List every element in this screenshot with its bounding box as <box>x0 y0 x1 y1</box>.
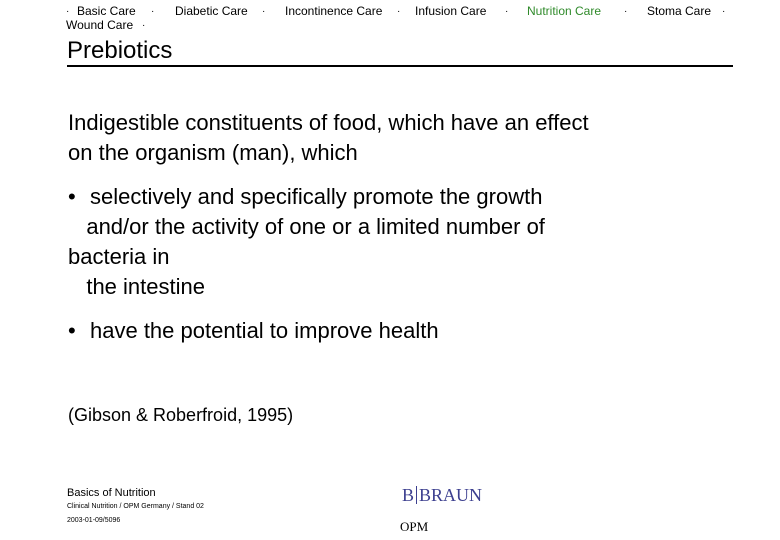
logo-bar <box>416 486 417 504</box>
nav-separator: · <box>262 6 266 17</box>
bullet-2-text: have the potential to improve health <box>90 318 439 343</box>
nav-stoma-care[interactable]: Stoma Care <box>647 4 712 18</box>
nav-incontinence-care[interactable]: Incontinence Care <box>285 4 383 18</box>
nav-separator: · <box>151 6 155 17</box>
footer-date: 2003-01-09/5096 <box>67 517 121 524</box>
bullet-1-text: selectively and specifically promote the growth and/or the activity of one or a limited number of bacteria in the intestine <box>68 184 545 299</box>
bbraun-logo <box>402 485 482 506</box>
bullet-marker: • <box>68 318 76 343</box>
page-title: Prebiotics <box>67 37 173 64</box>
footer-dept: OPM <box>400 519 429 534</box>
logo-wordmark: BRAUN <box>419 485 483 505</box>
bullet-marker: • <box>68 184 76 209</box>
nav-basic-care[interactable]: Basic Care <box>77 4 136 18</box>
nav-separator: · <box>624 6 628 17</box>
nav-separator: · <box>397 6 401 17</box>
nav-separator: · <box>722 6 726 17</box>
title-divider <box>67 65 733 67</box>
nav-diabetic-care[interactable]: Diabetic Care <box>175 4 248 18</box>
footer-subtitle: Clinical Nutrition / OPM Germany / Stand 02 <box>67 503 204 510</box>
nav-separator: · <box>505 6 509 17</box>
nav-infusion-care[interactable]: Infusion Care <box>415 4 487 18</box>
footer-title: Basics of Nutrition <box>67 487 156 499</box>
nav-separator: · <box>142 20 146 31</box>
citation: (Gibson & Roberfroid, 1995) <box>68 405 294 425</box>
nav-wound-care[interactable]: Wound Care <box>66 18 134 32</box>
nav-separator: · <box>66 6 70 17</box>
logo-letter: B <box>402 485 415 505</box>
intro-text: Indigestible constituents of food, which have an effect on the organism (man), which <box>68 110 589 165</box>
nav-nutrition-care[interactable]: Nutrition Care <box>527 4 602 18</box>
